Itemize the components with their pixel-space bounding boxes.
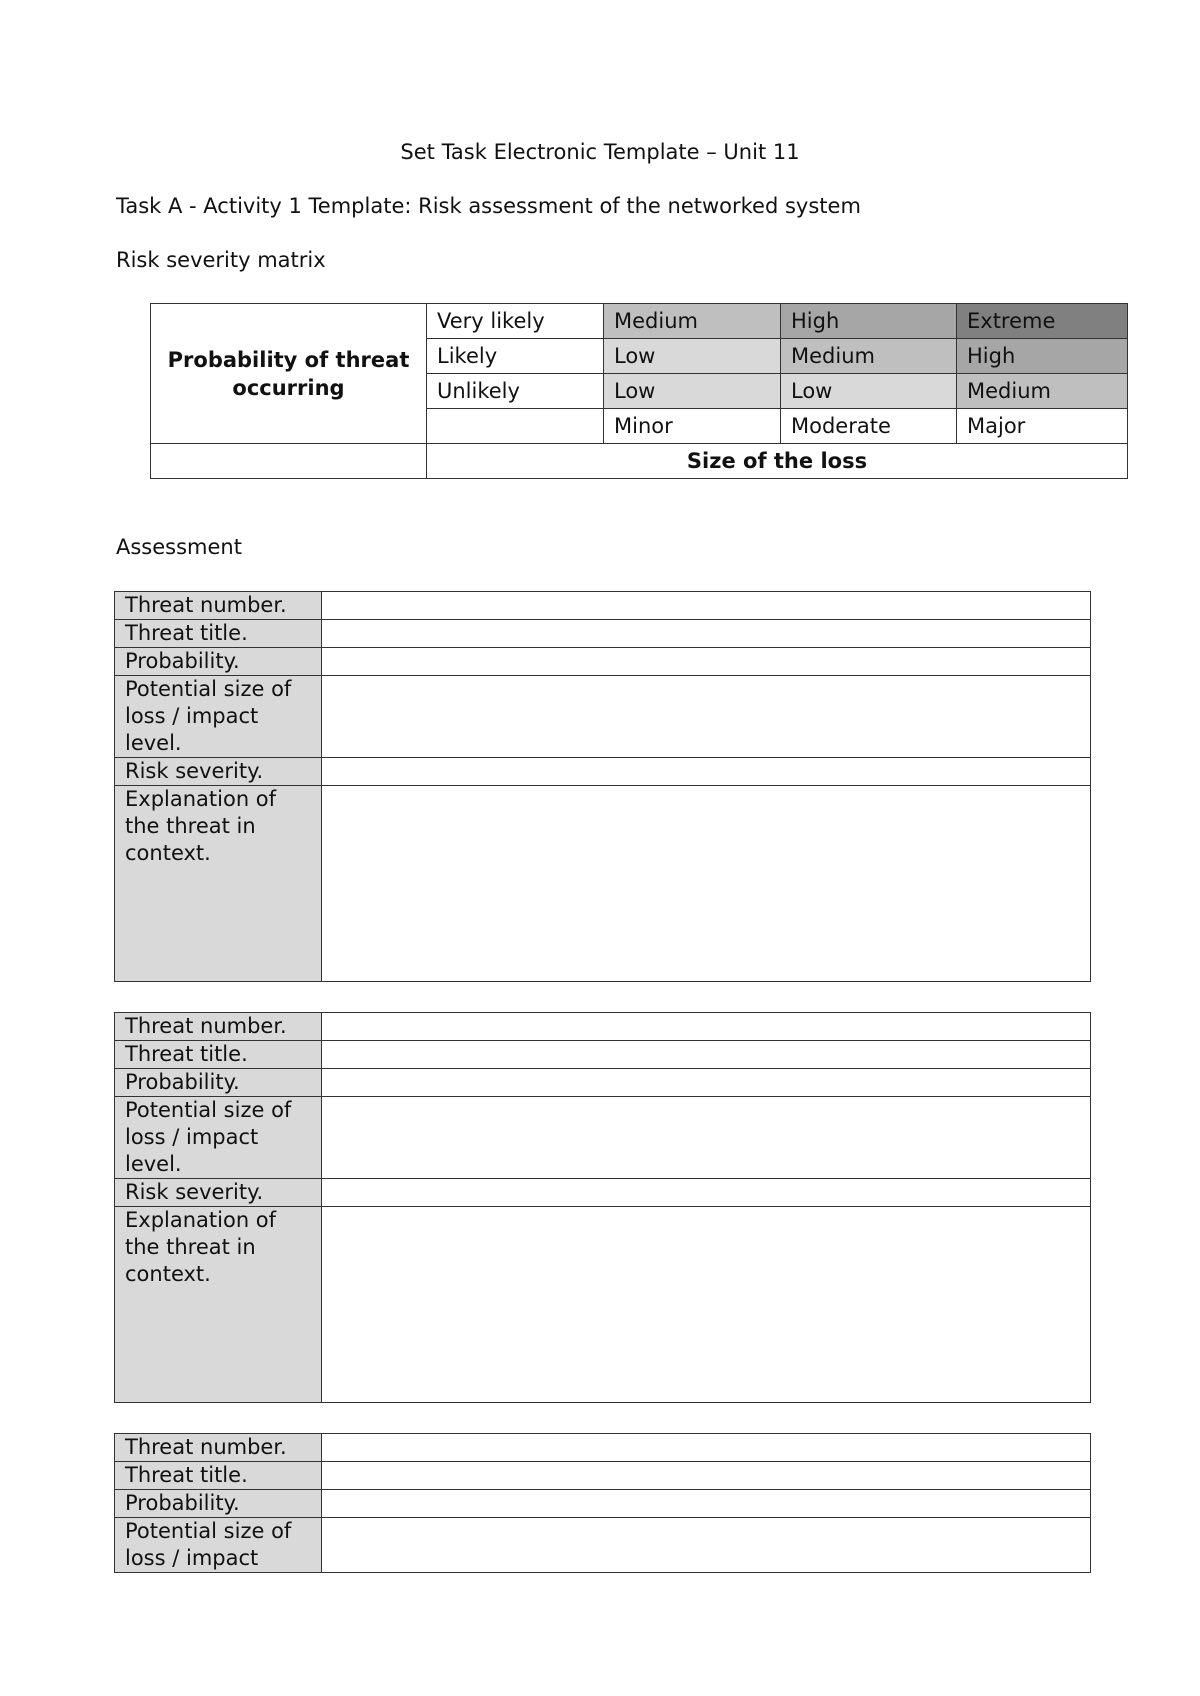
probability-row	[115, 1490, 1091, 1518]
risk-severity-row	[115, 758, 1091, 786]
probability-field[interactable]	[322, 1490, 1091, 1518]
risk-severity-label: Risk severity.	[115, 1179, 322, 1207]
loss-size-major: Major	[957, 409, 1128, 444]
explanation-row	[115, 1207, 1091, 1403]
probability-label: Probability.	[115, 1490, 322, 1518]
severity-cell: Medium	[604, 304, 781, 339]
threat-number-label: Threat number.	[115, 592, 322, 620]
threat-title-label: Threat title.	[115, 1462, 322, 1490]
matrix-row-very-likely	[151, 304, 1128, 339]
severity-cell: Medium	[781, 339, 957, 374]
threat-number-field[interactable]	[322, 592, 1091, 620]
matrix-heading: Risk severity matrix	[116, 248, 326, 272]
threat-number-label: Threat number.	[115, 1434, 322, 1462]
severity-cell: Medium	[957, 374, 1128, 409]
severity-cell: High	[957, 339, 1128, 374]
explanation-label: Explanation of the threat in context.	[115, 1207, 322, 1403]
severity-cell: Extreme	[957, 304, 1128, 339]
explanation-field[interactable]	[322, 1207, 1091, 1403]
threat-title-row	[115, 620, 1091, 648]
probability-axis-label: Probability of threat occurring	[151, 304, 427, 444]
potential-size-row	[115, 676, 1091, 758]
explanation-row	[115, 786, 1091, 982]
risk-severity-row	[115, 1179, 1091, 1207]
probability-label-very-likely: Very likely	[427, 304, 604, 339]
assessment-table-1	[114, 591, 1091, 982]
loss-size-minor: Minor	[604, 409, 781, 444]
threat-title-row	[115, 1041, 1091, 1069]
empty-cell	[151, 444, 427, 479]
probability-row	[115, 1069, 1091, 1097]
probability-label: Probability.	[115, 648, 322, 676]
potential-size-field[interactable]	[322, 676, 1091, 758]
page-title: Set Task Electronic Template – Unit 11	[400, 140, 800, 164]
probability-label-unlikely: Unlikely	[427, 374, 604, 409]
loss-size-moderate: Moderate	[781, 409, 957, 444]
threat-title-label: Threat title.	[115, 620, 322, 648]
probability-label-likely: Likely	[427, 339, 604, 374]
threat-title-field[interactable]	[322, 1041, 1091, 1069]
threat-title-field[interactable]	[322, 620, 1091, 648]
explanation-label: Explanation of the threat in context.	[115, 786, 322, 982]
probability-field[interactable]	[322, 648, 1091, 676]
potential-size-field[interactable]	[322, 1097, 1091, 1179]
assessment-table-2	[114, 1012, 1091, 1403]
size-axis-label: Size of the loss	[427, 444, 1128, 479]
assessment-table-3	[114, 1433, 1091, 1573]
risk-severity-field[interactable]	[322, 1179, 1091, 1207]
threat-title-field[interactable]	[322, 1462, 1091, 1490]
explanation-field[interactable]	[322, 786, 1091, 982]
severity-cell: Low	[604, 339, 781, 374]
risk-severity-field[interactable]	[322, 758, 1091, 786]
probability-field[interactable]	[322, 1069, 1091, 1097]
potential-size-row	[115, 1097, 1091, 1179]
potential-size-row	[115, 1518, 1091, 1573]
probability-row	[115, 648, 1091, 676]
empty-cell	[427, 409, 604, 444]
risk-severity-label: Risk severity.	[115, 758, 322, 786]
threat-title-row	[115, 1462, 1091, 1490]
threat-number-row	[115, 1434, 1091, 1462]
potential-size-label: Potential size of loss / impact level.	[115, 1097, 322, 1179]
threat-number-field[interactable]	[322, 1013, 1091, 1041]
potential-size-label: Potential size of loss / impact level.	[115, 676, 322, 758]
threat-title-label: Threat title.	[115, 1041, 322, 1069]
matrix-row-size-axis	[151, 444, 1128, 479]
potential-size-label: Potential size of loss / impact	[115, 1518, 322, 1573]
severity-cell: Low	[781, 374, 957, 409]
probability-label: Probability.	[115, 1069, 322, 1097]
severity-cell: Low	[604, 374, 781, 409]
task-subtitle: Task A - Activity 1 Template: Risk assessment of the networked system	[116, 194, 861, 218]
threat-number-label: Threat number.	[115, 1013, 322, 1041]
severity-cell: High	[781, 304, 957, 339]
potential-size-field[interactable]	[322, 1518, 1091, 1573]
threat-number-field[interactable]	[322, 1434, 1091, 1462]
risk-severity-matrix	[150, 303, 1128, 479]
threat-number-row	[115, 592, 1091, 620]
threat-number-row	[115, 1013, 1091, 1041]
assessment-heading: Assessment	[116, 535, 242, 559]
